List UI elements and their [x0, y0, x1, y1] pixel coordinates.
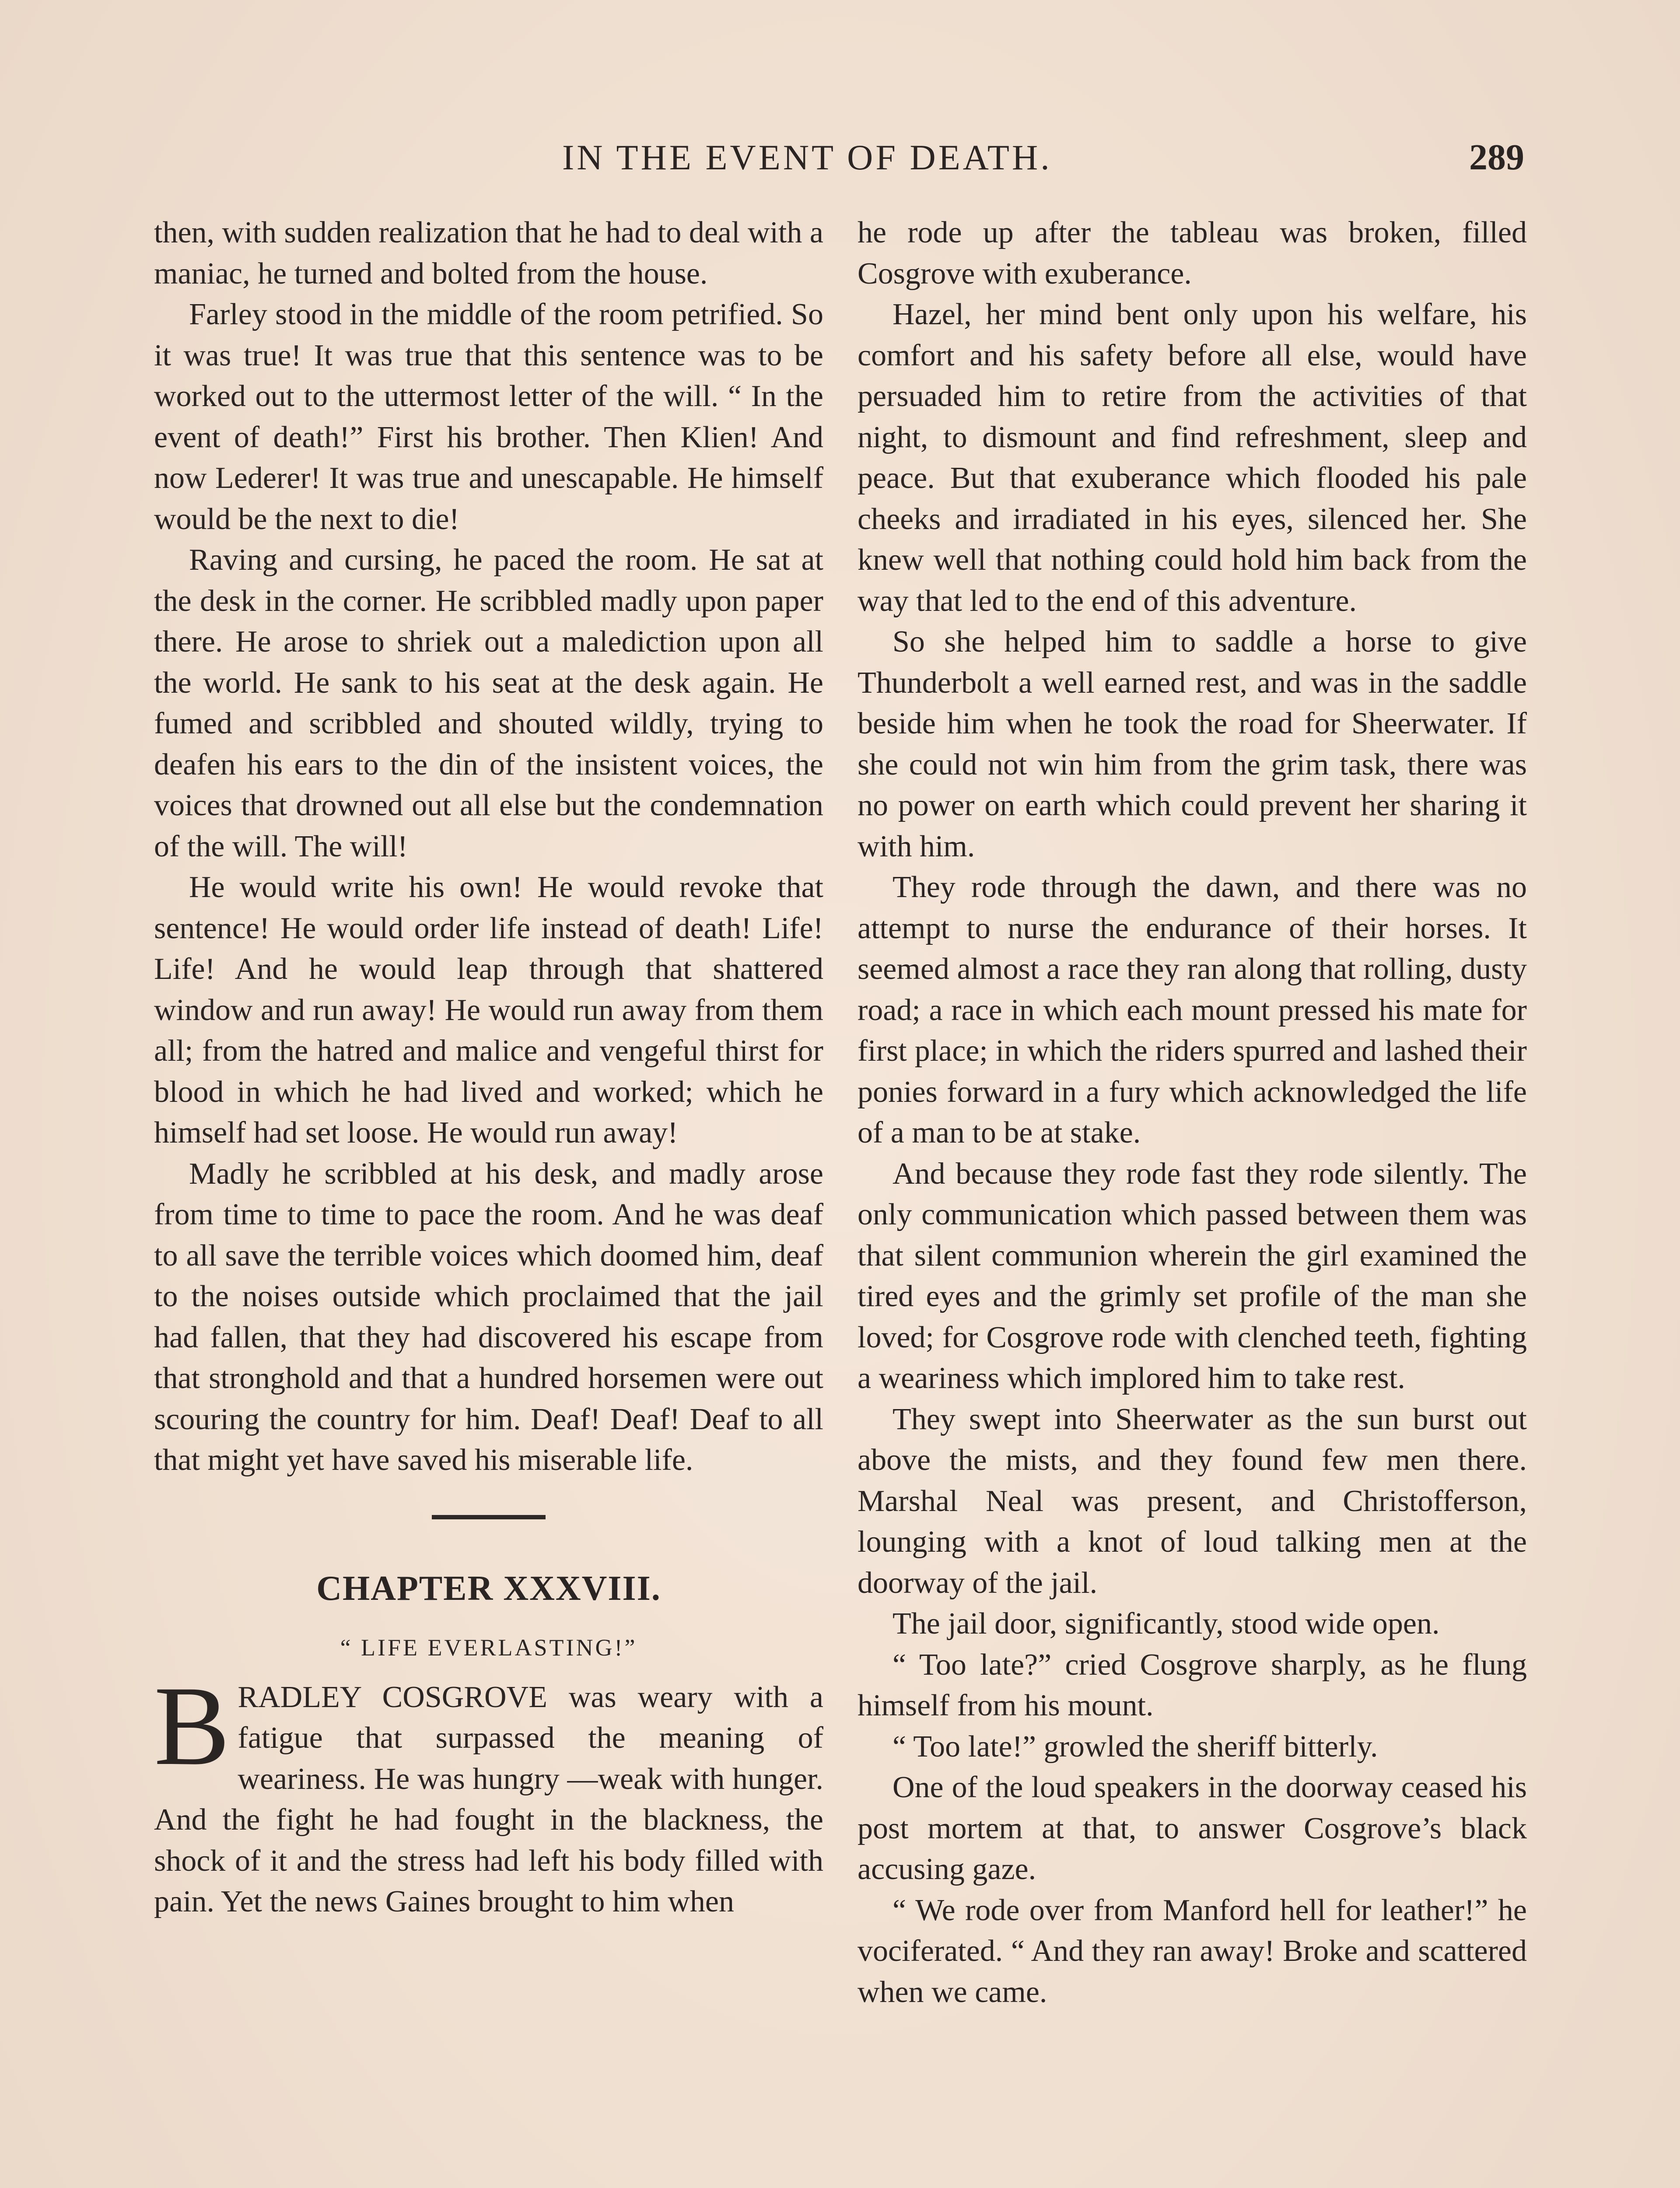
page-header — [0, 133, 1680, 182]
running-title: IN THE EVENT OF DEATH. — [562, 137, 1052, 177]
chapter-heading: CHAPTER XXXVIII. — [316, 1569, 661, 1608]
paragraph: He would write his own! He would revoke that sentence! He would order life instead of death! Life! Life! And he would leap through that shattered window and run away! He would run away from them all; from the hatred and malice and vengeful thirst for blood in which he had lived and worked; which he himself had set loose. He would run away! — [154, 870, 823, 1150]
section-divider — [432, 1515, 546, 1519]
opening-paragraph — [154, 1662, 823, 1922]
paragraph: One of the loud speakers in the doorway ceased his post mortem at that, to answer Cosgrove’s black accusing gaze. — [858, 1771, 1527, 1886]
chapter-subtitle: “ LIFE EVERLASTING!” — [340, 1634, 637, 1661]
right-column — [858, 212, 1527, 2013]
paragraph: So she helped him to saddle a horse to give Thunderbolt a well earned rest, and was in the saddle beside him when he took the road for Sheerwater. If she could not win him from the grim task, there was no power on earth which could prevent her sharing it with him. — [858, 625, 1527, 863]
paragraph: Raving and cursing, he paced the room. He sat at the desk in the corner. He scribbled madly upon paper there. He arose to shriek out a malediction upon all the world. He sank to his seat at the desk again. He fumed and scribbled and shouted wildly, trying to deafen his ears to the din of the insistent voices, the voices that drowned out all else but the condemnation of the will. The will! — [154, 543, 823, 863]
paragraph: Hazel, her mind bent only upon his welfare, his comfort and his safety before all else, would have persuaded him to retire from the activities of that night, to dismount and find refreshment, sleep and peace. But that exuberance which flooded his pale cheeks and irradiated in his eyes, silenced her. She knew well that nothing could hold him back from the way that led to the end of this adventure. — [858, 298, 1527, 618]
paragraph: “ Too late?” cried Cosgrove sharply, as he flung himself from his mount. — [858, 1648, 1527, 1722]
paragraph: “ Too late!” growled the sheriff bitterly. — [892, 1729, 1378, 1764]
page-number: 289 — [1469, 137, 1524, 178]
paragraph: They rode through the dawn, and there was no attempt to nurse the endurance of their horses. It seemed almost a race they ran along that rolling, dusty road; a race in which each mount pressed his mate for first place; in which the riders spurred and lashed their ponies forward in a fury which acknowledged the life of a man to be at stake. — [858, 870, 1527, 1150]
paragraph: “ We rode over from Manford hell for leather!” he vociferated. “ And they ran away! Broke and scattered when we came. — [858, 1893, 1527, 2009]
paragraph: Madly he scribbled at his desk, and madly arose from time to time to pace the room. And he was deaf to all save the terrible voices which doomed him, deaf to the noises outside which proclaimed that the jail had fallen, that they had discovered his escape from that stronghold and that a hundred horsemen were out scouring the country for him. Deaf! Deaf! Deaf to all that might yet have saved his miserable life. — [154, 1157, 823, 1477]
drop-cap: B — [154, 1662, 230, 1789]
paragraph: then, with sudden realization that he had to deal with a maniac, he turned and bolted from the house. — [154, 216, 823, 291]
paragraph: The jail door, significantly, stood wide open. — [892, 1607, 1440, 1641]
paragraph: Farley stood in the middle of the room petrified. So it was true! It was true that this sentence was to be worked out to the uttermost letter of the will. “ In the event of death!” First his brother. Then Klien! And now Lederer! It was true and unescapable. He himself would be the next to die! — [154, 298, 823, 536]
paragraph: he rode up after the tableau was broken, filled Cosgrove with exuberance. — [858, 216, 1527, 291]
paragraph: And because they rode fast they rode silently. The only communication which passed between them was that silent communion wherein the girl examined the tired eyes and the grimly set profile of the man she loved; for Cosgrove rode with clenched teeth, fighting a weariness which implored him to take rest. — [858, 1157, 1527, 1395]
left-column — [154, 212, 823, 1922]
paragraph: They swept into Sheerwater as the sun burst out above the mists, and they found few men there. Marshal Neal was present, and Christofferson, lounging with a knot of loud talking men at the doorway of the jail. — [858, 1402, 1527, 1600]
opening-text: RADLEY COSGROVE was weary with a fatigue that surpassed the meaning of weariness. He was hungry —weak with hunger. And the fight he had fought in the blackness, the shock of it and the stress had left his body filled with pain. Yet the news Gaines brought to him when — [154, 1680, 823, 1918]
